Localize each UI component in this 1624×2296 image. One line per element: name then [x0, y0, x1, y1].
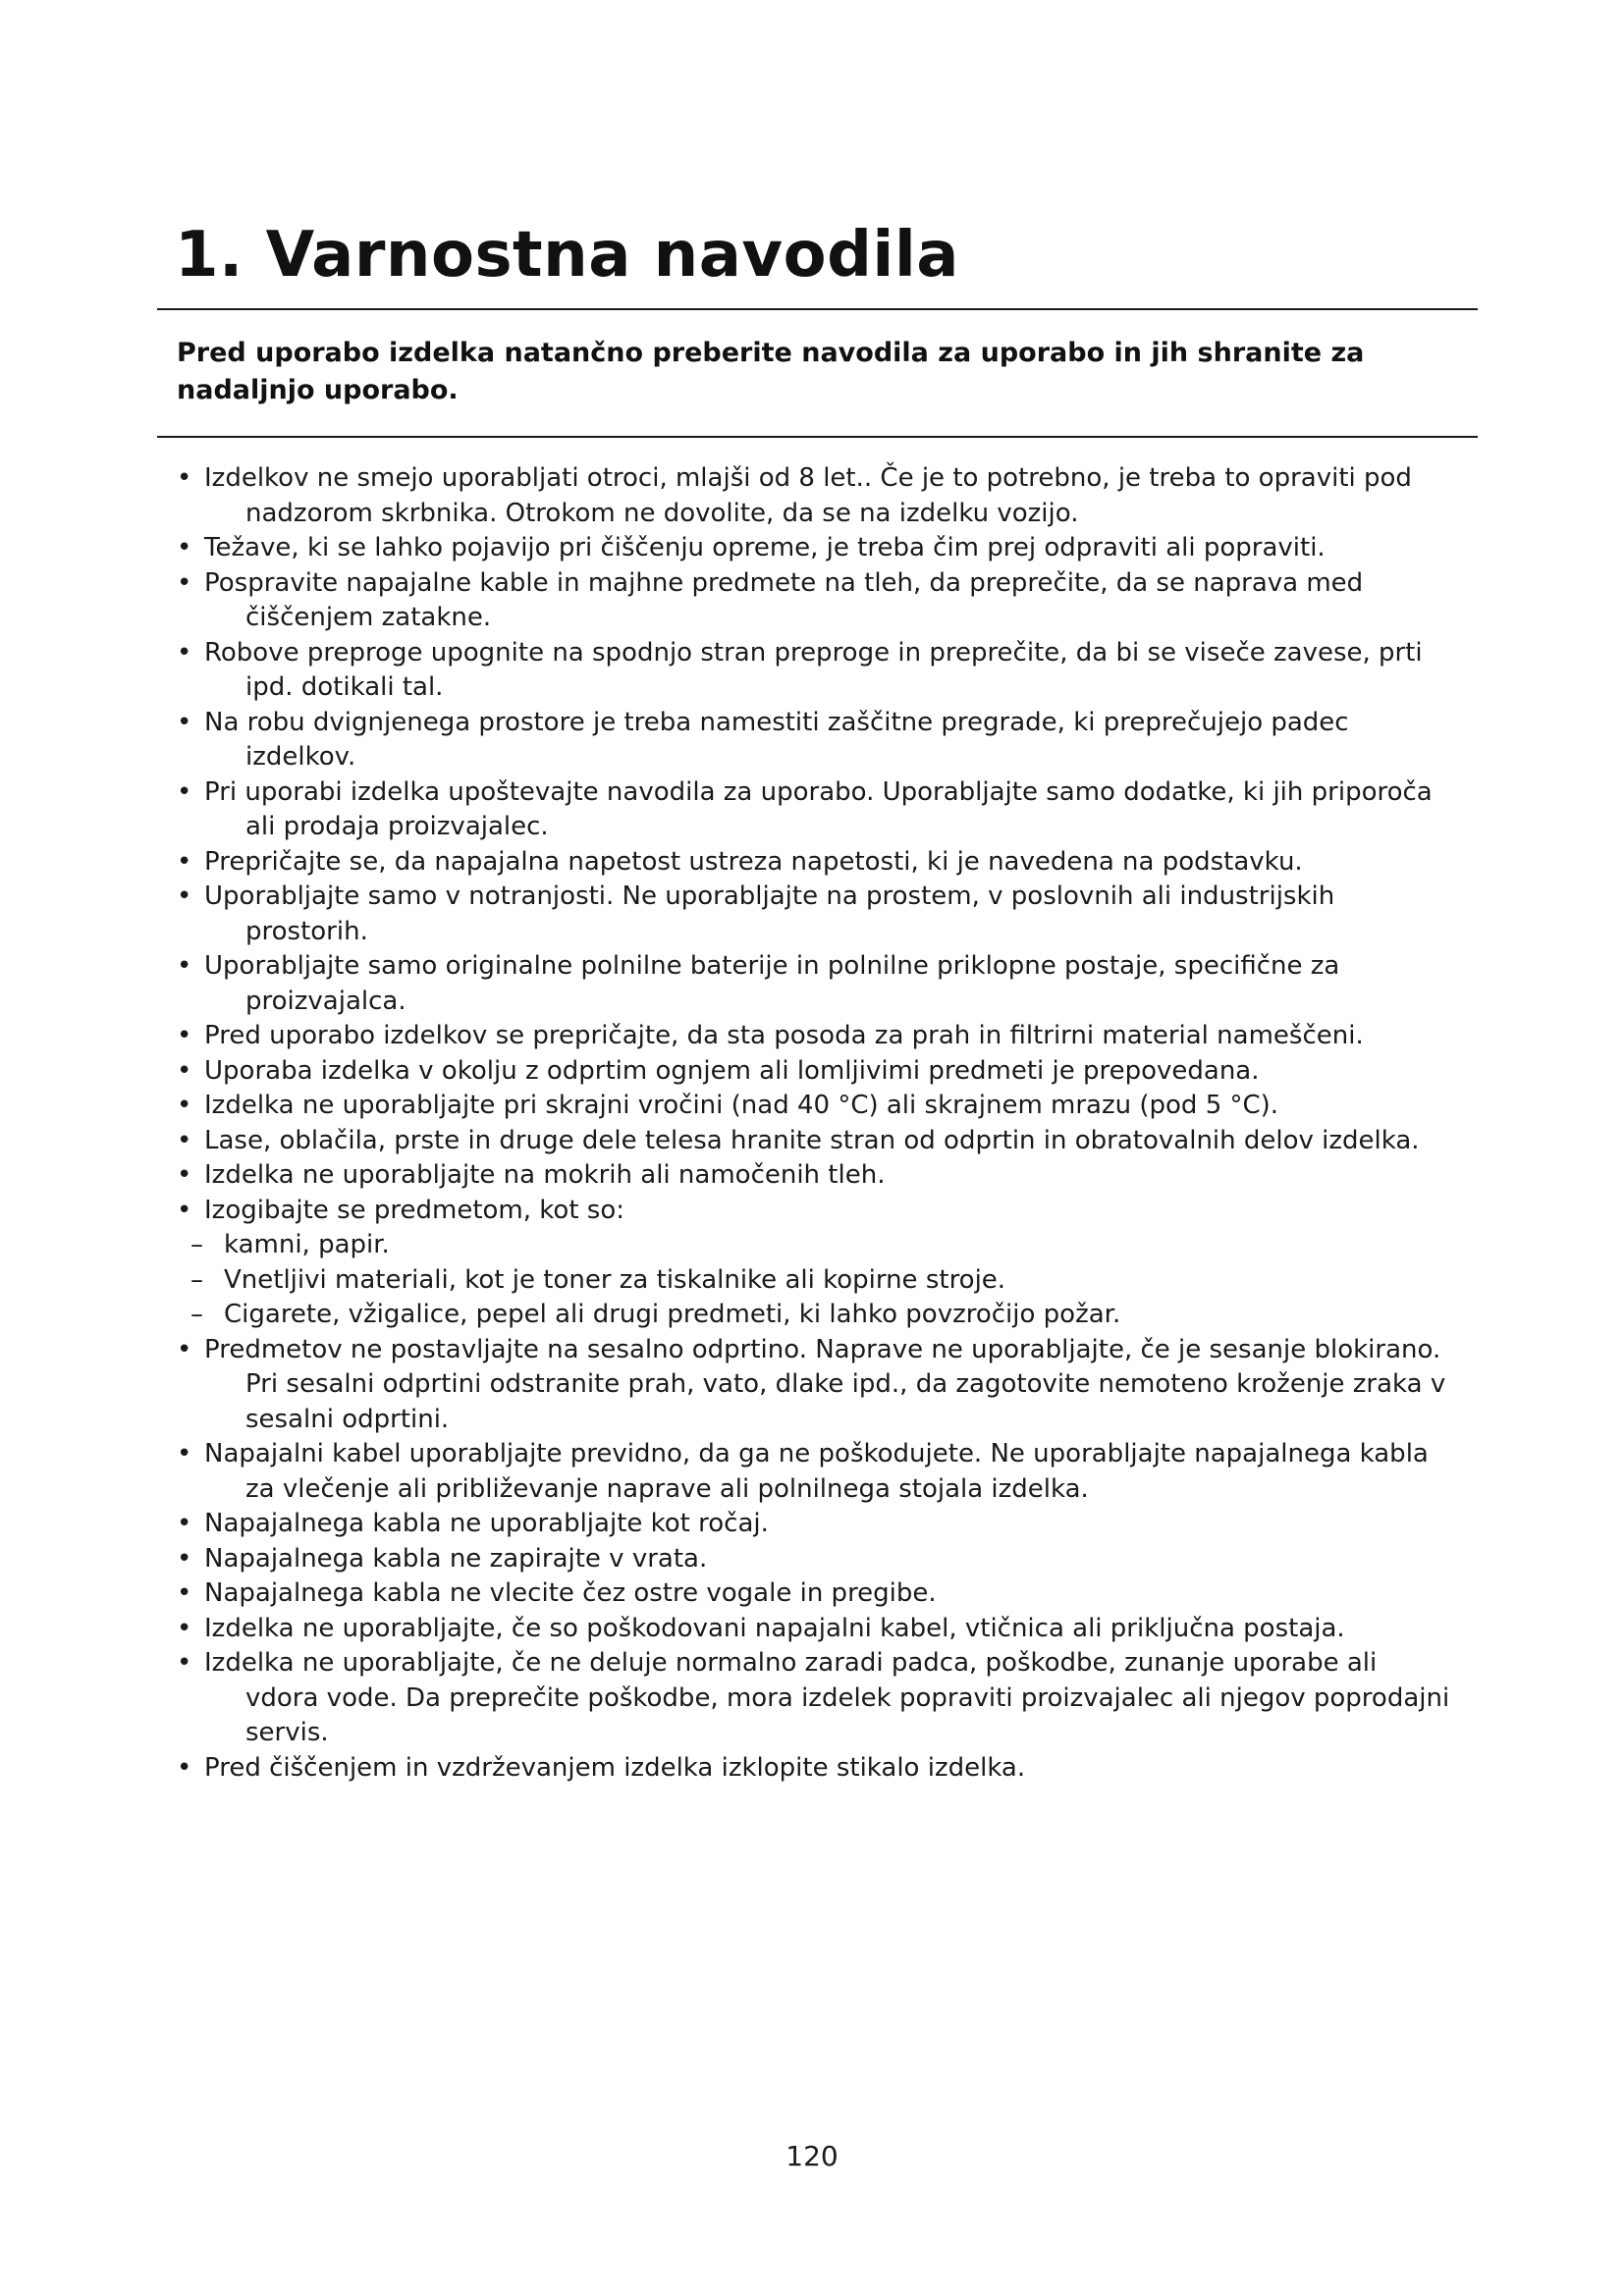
list-item — [177, 531, 1453, 566]
list-item — [177, 1576, 1453, 1612]
list-item-text: • Uporabljajte samo v notranjosti. Ne uporabljajte na prostem, v poslovnih ali industrijskih prostorih. — [204, 881, 1335, 946]
list-item — [177, 1089, 1453, 1124]
list-item-text: • Pospravite napajalne kable in majhne predmete na tleh, da preprečite, da se naprava med čiščenjem zatakne. — [204, 567, 1364, 632]
sub-list-item — [177, 1228, 1453, 1263]
list-item — [177, 1054, 1453, 1090]
list-item-text: • Napajalni kabel uporabljajte previdno, da ga ne poškodujete. Ne uporabljajte napajalnega kabla za vlečenje ali približevanje naprave ali polnilnega stojala izdelka. — [204, 1439, 1429, 1504]
list-item-text: • Napajalnega kabla ne uporabljajte kot ročaj. — [204, 1509, 769, 1538]
list-item — [177, 1507, 1453, 1542]
list-item-text: kamni, papir. — [224, 1230, 390, 1259]
list-item-text: • Napajalnega kabla ne zapirajte v vrata. — [204, 1543, 708, 1574]
list-item-text: • Robove preproge upognite na spodnjo stran preproge in preprečite, da bi se viseče zavese, prti ipd. dotikali tal. — [204, 637, 1423, 702]
list-item — [177, 949, 1453, 1019]
list-item-text: • Pred čiščenjem in vzdrževanjem izdelka izklopite stikalo izdelka. — [204, 1752, 1026, 1783]
list-item-text: • Prepričajte se, da napajalna napetost ustreza napetosti, ki je navedena na podstavku. — [204, 846, 1303, 877]
list-item — [177, 1158, 1453, 1194]
list-item — [177, 1646, 1453, 1751]
list-item-text: • Izdelka ne uporabljajte, če so poškodovani napajalni kabel, vtičnica ali priključna postaja. — [204, 1613, 1345, 1643]
list-item-text: • Izdelka ne uporabljajte, če ne deluje normalno zaradi padca, poškodbe, zunanje uporabe ali vdora vode. Da preprečite poškodbe, mora izdelek popraviti proizvajalec ali njegov poprodajni servis. — [204, 1648, 1450, 1747]
list-item-text: • Pri uporabi izdelka upoštevajte navodila za uporabo. Uporabljajte samo dodatke, ki jih priporoča ali prodaja proizvajalec. — [204, 776, 1433, 841]
list-item-text: • Uporaba izdelka v okolju z odprtim ognjem ali lomljivimi predmeti je prepovedana. — [204, 1055, 1260, 1086]
list-item-text: Cigarete, vžigalice, pepel ali drugi predmeti, ki lahko povzročijo požar. — [224, 1300, 1121, 1329]
page-title: 1. Varnostna navodila — [175, 219, 959, 292]
list-item — [177, 1194, 1453, 1229]
list-item-text: • Težave, ki se lahko pojavijo pri čiščenju opreme, je treba čim prej odpraviti ali popraviti. — [204, 533, 1326, 562]
list-item — [177, 1333, 1453, 1438]
list-item — [177, 1612, 1453, 1647]
list-item — [177, 1019, 1453, 1054]
list-item — [177, 636, 1453, 706]
list-item-text: • Izogibajte se predmetom, kot so: — [204, 1195, 624, 1225]
list-item-text: • Predmetov ne postavljajte na sesalno odprtino. Naprave ne uporabljajte, če je sesanje blokirano. Pri sesalni odprtini odstranite prah, vato, dlake ipd., da zagotovite nemoteno kroženje zraka v sesalni odprtini. — [204, 1334, 1446, 1434]
intro-note: Pred uporabo izdelka natančno preberite navodila za uporabo in jih shranite za nadaljnjo uporabo. — [177, 338, 1365, 405]
list-item — [177, 845, 1453, 881]
list-item — [177, 461, 1453, 531]
list-item-text: • Izdelkov ne smejo uporabljati otroci, mlajši od 8 let.. Če je to potrebno, je treba to opraviti pod nadzorom skrbnika. Otrokom ne dovolite, da se na izdelku vozijo. — [204, 463, 1412, 528]
title-divider — [157, 308, 1478, 310]
list-item-text: • Pred uporabo izdelkov se prepričajte, da sta posoda za prah in filtrirni material nameščeni. — [204, 1021, 1364, 1050]
list-item — [177, 706, 1453, 775]
sub-list-item — [177, 1298, 1453, 1333]
list-item — [177, 566, 1453, 636]
list-item-text: • Izdelka ne uporabljajte na mokrih ali namočenih tleh. — [204, 1160, 886, 1190]
list-item-text: • Izdelka ne uporabljajte pri skrajni vročini (nad 40 °C) ali skrajnem mrazu (pod 5 °C). — [204, 1091, 1279, 1120]
list-item-text: • Lase, oblačila, prste in druge dele telesa hranite stran od odprtin in obratovalnih delov izdelka. — [204, 1125, 1420, 1155]
list-item — [177, 880, 1453, 949]
list-item — [177, 775, 1453, 845]
list-item — [177, 1437, 1453, 1507]
list-item-text: • Uporabljajte samo originalne polnilne baterije in polnilne priklopne postaje, specifične za proizvajalca. — [204, 951, 1340, 1016]
page-number: 120 — [785, 2140, 839, 2172]
list-item-text: • Na robu dvignjenega prostore je treba namestiti zaščitne pregrade, ki preprečujejo padec izdelkov. — [204, 707, 1349, 772]
list-item — [177, 1542, 1453, 1577]
list-item — [177, 1751, 1453, 1787]
safety-instructions-list — [177, 461, 1453, 1786]
list-item-text: Vnetljivi materiali, kot je toner za tiskalnike ali kopirne stroje. — [224, 1264, 1006, 1295]
list-item-text: • Napajalnega kabla ne vlecite čez ostre vogale in pregibe. — [204, 1578, 937, 1608]
list-item — [177, 1124, 1453, 1159]
sub-list-item — [177, 1263, 1453, 1299]
intro-divider — [157, 436, 1478, 438]
